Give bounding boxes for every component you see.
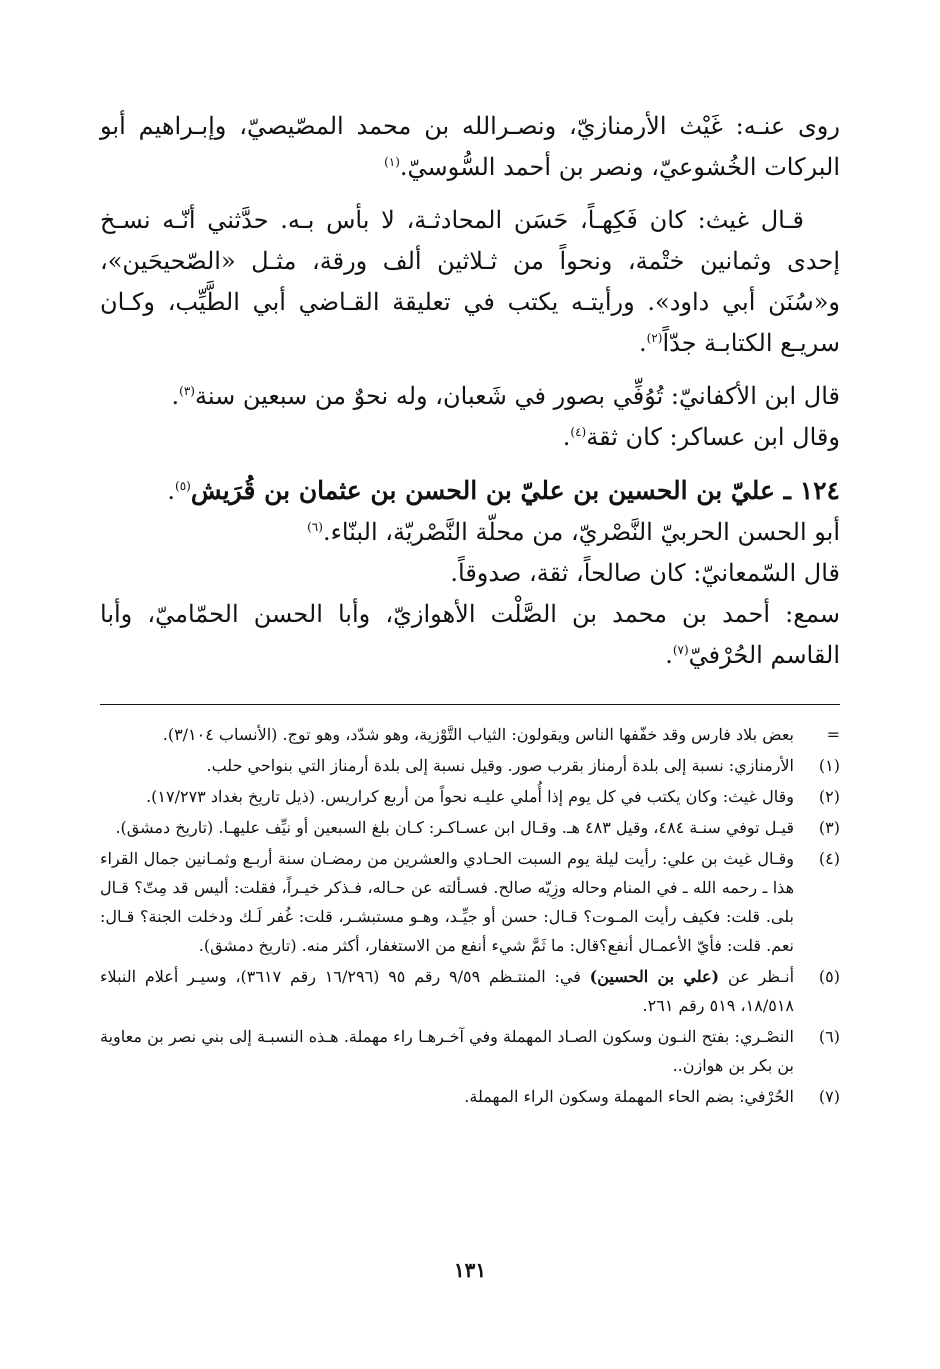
footnote-4-text: وقـال غيث بن علي: رأيت ليلة يوم السبت الحـادي والعشرين من رمضـان سنة أربـع وثمـانين جمال القراء هذا ـ رحمه الله ـ في المنام وحاله وزِيّه صالح. فسـألته عن حـاله، فـذكر خيـراً، فقلت: أليس قد مِتّ؟ قـال بلى. قلت: فكيف رأيت المـوت؟ قـال: حسن أو جيِّـد، وهـو مستبشـر، قلت: غُفر لَـك ودخلت الجنة؟ قـال: نعم. قلت: فأيّ الأعمـال أنفع؟قال: ما ثَمَّ شيء أنفع من الاستغفار، أكثر منه. (تاريخ دمشق). <box>100 849 794 955</box>
paragraph-samani <box>100 553 840 594</box>
main-text <box>100 106 840 676</box>
paragraph-akfani-text: قال ابن الأكفانيّ: تُوُفِّي بصور في شَعبان، وله نحوٌ من سبعين سنة <box>194 382 840 410</box>
footnote-5 <box>100 962 840 1020</box>
paragraph-nisba <box>100 512 840 553</box>
footnote-4 <box>100 844 840 960</box>
footnote-separator <box>100 704 840 705</box>
footnote-5-text: في: المنتـظم ٩/٥٩ رقم ٩٥ (١٦/٢٩٦ رقم ٣٦١٧)، وسيـر أعلام النبلاء ١٨/٥١٨، ٥١٩ رقم ٢٦١. <box>100 967 794 1015</box>
entry-heading: ١٢٤ ـ عليّ بن الحسين بن عليّ بن الحسن بن عثمان بن قُرَيش$^{(٥)}$. <box>167 476 840 505</box>
entry-heading-text: ١٢٤ ـ عليّ بن الحسين بن عليّ بن الحسن بن عثمان بن قُرَيش <box>190 476 840 505</box>
footnote-6-text: النصْـري: بفتح النـون وسكون الصـاد المهملة وفي آخـرهـا راء مهملة. هـذه النسبـة إلى بني نصر بن معاوية بن بكر بن هوازن.. <box>100 1027 794 1075</box>
footnote-3-number: (٣) <box>818 818 840 837</box>
footnote-7 <box>100 1082 840 1111</box>
footnote-7-text: الحُرْفي: بضم الحاء المهملة وسكون الراء المهملة. <box>464 1087 794 1106</box>
paragraph-heard: سمع: أحمد بن محمد بن الصَّلْت الأهوازيّ، وأبا الحسن الحمّاميّ، وأبا القاسم الحُرْفيّ$^{(٧)}$. <box>100 600 840 669</box>
paragraph-ibn-asakir: وقال ابن عساكر: كان ثقة$^{(٤)}$. <box>562 423 840 451</box>
footnote-ref-5: (٥) <box>175 479 191 493</box>
footnote-ref-1: (١) <box>384 155 400 169</box>
paragraph-heard-text: سمع: أحمد بن محمد بن الصَّلْت الأهوازيّ، وأبا الحسن الحمّاميّ، وأبا القاسم الحُرْفيّ <box>100 600 840 669</box>
footnote-2-number: (٢) <box>818 787 840 806</box>
footnote-1-text: الأرمنازي: نسبة إلى بلدة أرمناز بقرب صور. وقيل نسبة إلى بلدة أرمناز التي بنواحي حلب. <box>206 756 794 775</box>
footnote-7-number: (٧) <box>818 1087 840 1106</box>
paragraph-narrators-text: روى عنـه: غَيْث الأرمنازيّ، ونصـرالله بن محمد المصّيصيّ، وإبـراهيم أبو البركات الخُشوعيّ، ونصر بن أحمد السُّوسيّ. <box>100 112 840 181</box>
paragraph-ghaith-text: قـال غيث: كان فَكِهـاً، حَسَن المحادثـة، لا بأس بـه. حدَّثني أنّـه نسـخ إحدى وثمانين ختْمة، ونحواً من ثـلاثين ألف ورقة، مثـل «الصّحيحَين»، و«سُنَن أبي داود». ورأيتـه يكتب في تعليقة القـاضي أبي الطَّيِّب، وكـان سريـع الكتابـة جدّاً <box>100 206 840 357</box>
footnote-5-number: (٥) <box>818 967 840 986</box>
footnote-ref-6: (٦) <box>307 520 323 534</box>
paragraph-akfani: قال ابن الأكفانيّ: تُوُفِّي بصور في شَعبان، وله نحوٌ من سبعين سنة$^{(٣)}$. <box>171 382 840 410</box>
paragraph-samani-text: قال السّمعانيّ: كان صالحاً، ثقة، صدوقاً. <box>450 559 840 587</box>
footnote-3-text: قيـل توفي سنـة ٤٨٤، وقيل ٤٨٣ هـ. وقـال ابن عسـاكـر: كـان بلغ السبعين أو نيِّف عليهـا. (تاريخ دمشق). <box>115 818 794 837</box>
footnote-continuation-mark: = <box>826 725 840 744</box>
footnote-ref-7: (٧) <box>672 643 689 657</box>
footnote-1 <box>100 751 840 780</box>
footnote-1-number: (١) <box>818 756 840 775</box>
footnote-ref-4: (٤) <box>570 425 587 439</box>
paragraph-ghaith: قـال غيث: كان فَكِهـاً، حَسَن المحادثـة، لا بأس بـه. حدَّثني أنّـه نسـخ إحدى وثمانين ختْمة، ونحواً من ثـلاثين ألف ورقة، مثـل «الصّحيحَين»، و«سُنَن أبي داود». ورأيتـه يكتب في تعليقة القـاضي أبي الطَّيِّب، وكـان سريـع الكتابـة جدّاً$^{(٢)}$. <box>100 206 840 357</box>
paragraph-ibn-asakir-text: وقال ابن عساكر: كان ثقة <box>586 423 840 451</box>
paragraph-narrators <box>100 106 840 188</box>
footnote-ref-3: (٣) <box>179 384 195 398</box>
page-number: ١٣١ <box>453 1258 487 1282</box>
footnote-5-subject: (علي بن الحسين) <box>589 967 720 986</box>
paragraph-nisba-text: أبو الحسن الحربيّ النَّصْريّ، من محلّة النَّصْريّة، البنّاء. <box>322 518 840 546</box>
footnote-5-lead: أنـظر عن <box>719 967 795 986</box>
footnote-continuation <box>100 720 840 749</box>
footnote-6-number: (٦) <box>818 1027 840 1046</box>
footnote-3 <box>100 813 840 842</box>
footnote-continuation-text: بعض بلاد فارس وقد خفّفها الناس ويقولون: الثياب التَّوْزية، وهو شدّد، وهو توج. (الأنساب ٣/١٠٤). <box>162 725 794 744</box>
footnote-2-text: وقال غيث: وكان يكتب في كل يوم إذا أُملي عليـه نحواً من أربع كراريس. (ذيل تاريخ بغداد ١٧/٢٧٣). <box>146 787 794 806</box>
footnote-6 <box>100 1022 840 1080</box>
footnote-2 <box>100 782 840 811</box>
footnote-5-body <box>100 962 794 1020</box>
footnote-4-number: (٤) <box>818 849 840 868</box>
footnotes <box>100 720 840 1113</box>
footnote-ref-2: (٢) <box>646 331 663 345</box>
